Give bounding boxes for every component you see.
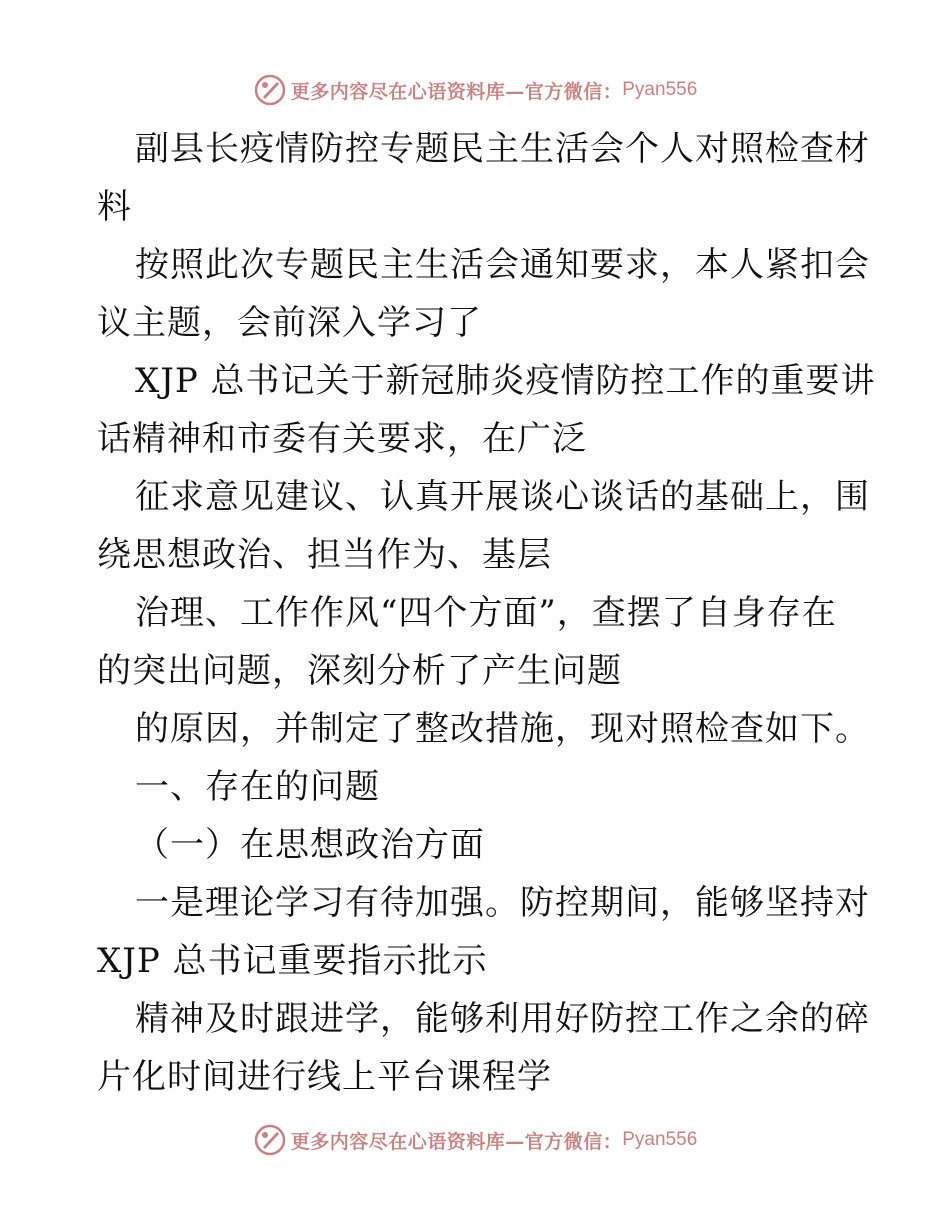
text-line: 议主题，会前深入学习了 [97, 303, 482, 343]
text-line: XJP 总书记重要指示批示 [97, 941, 488, 981]
watermark-text: 更多内容尽在心语资料库—官方微信： [290, 1130, 623, 1153]
text-line: 治理、工作作风“四个方面”，查摆了自身存在 [135, 593, 837, 633]
watermark-text: 更多内容尽在心语资料库—官方微信： [290, 80, 623, 103]
text-line: 片化时间进行线上平台课程学 [97, 1057, 552, 1097]
text-line: 征求意见建议、认真开展谈心谈话的基础上，围 [135, 477, 870, 517]
text-line: 绕思想政治、担当作为、基层 [97, 535, 552, 575]
text-line: 一、存在的问题 [135, 767, 380, 807]
text-line: 话精神和市委有关要求，在广泛 [97, 419, 587, 459]
watermark-header [0, 70, 950, 110]
quill-seal-icon [253, 1123, 287, 1157]
text-line: 按照此次专题民主生活会通知要求，本人紧扣会 [135, 245, 870, 285]
watermark-wechat-id: Pyan556 [622, 1129, 698, 1150]
document-body [97, 120, 876, 1106]
text-line: 的原因，并制定了整改措施，现对照检查如下。 [135, 709, 870, 749]
text-line: （一）在思想政治方面 [135, 825, 485, 865]
text-line: 一是理论学习有待加强。防控期间，能够坚持对 [135, 883, 870, 923]
quill-seal-icon [253, 73, 287, 107]
text-line: 精神及时跟进学，能够利用好防控工作之余的碎 [135, 999, 870, 1039]
watermark-footer [0, 1120, 950, 1160]
text-line: XJP 总书记关于新冠肺炎疫情防控工作的重要讲 [135, 361, 876, 401]
text-line: 料 [97, 187, 132, 227]
text-line: 的突出问题，深刻分析了产生问题 [97, 651, 622, 691]
watermark-wechat-id: Pyan556 [622, 79, 698, 100]
text-line: 副县长疫情防控专题民主生活会个人对照检查材 [135, 129, 870, 169]
